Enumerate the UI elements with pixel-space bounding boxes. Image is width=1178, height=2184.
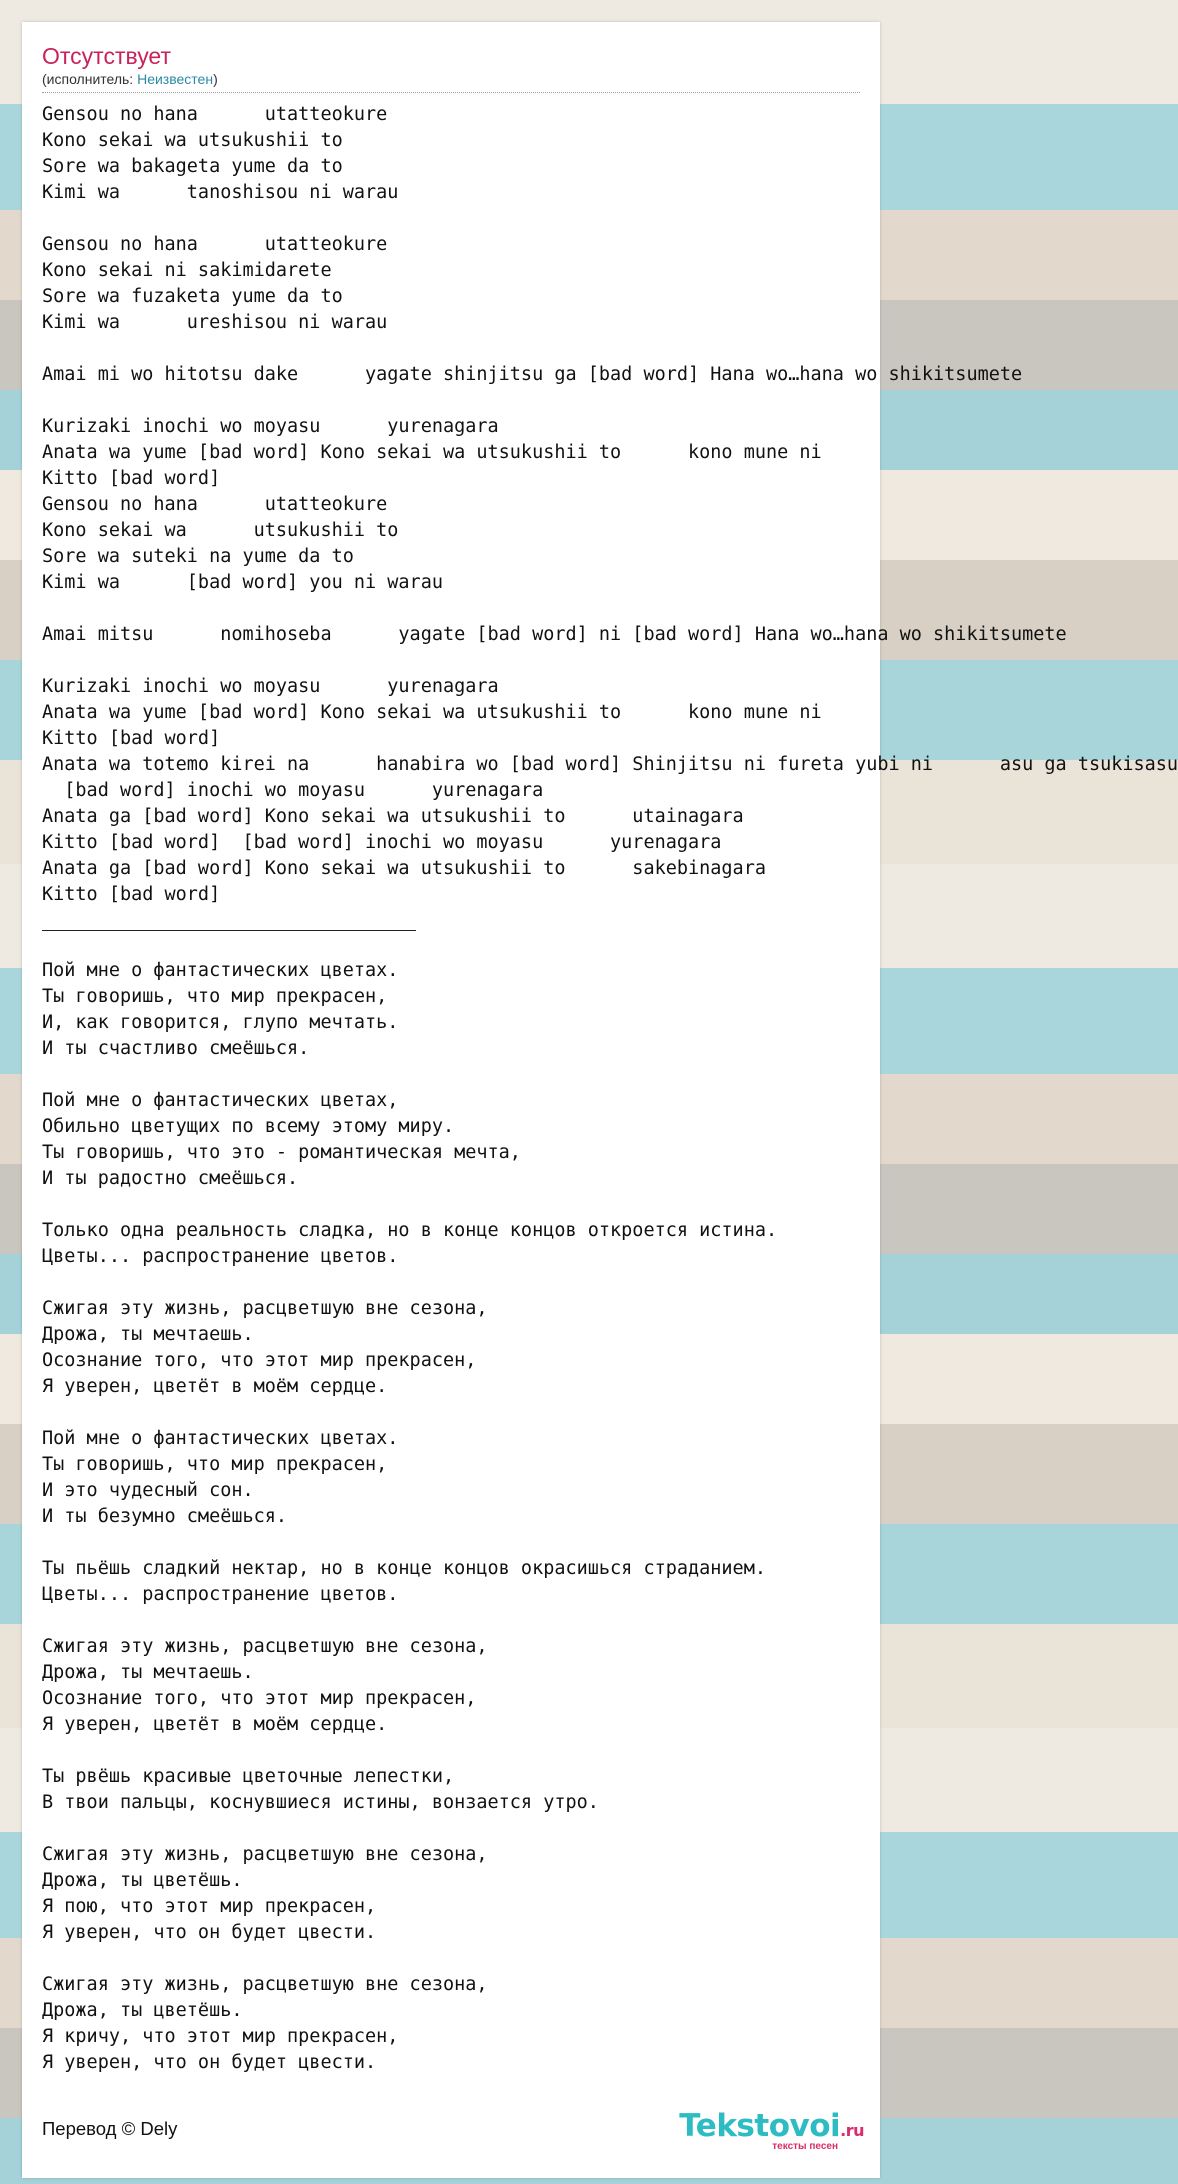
logo-tld: .ru (840, 2121, 864, 2140)
performer-suffix: ) (213, 71, 218, 87)
site-logo[interactable] (670, 2108, 880, 2154)
logo-name: Tekstovoi (679, 2108, 841, 2144)
lyrics-page (22, 22, 1178, 2178)
song-header (42, 42, 860, 93)
performer-link[interactable]: Неизвестен (137, 71, 214, 87)
logo-tagline: тексты песен (772, 2141, 838, 2152)
translation-credit: Перевод © Dely (42, 2118, 178, 2139)
song-title: Отсутствует (42, 43, 171, 69)
performer-line (42, 70, 860, 93)
lyrics-separator (42, 930, 416, 931)
translation-lyrics: Пой мне о фантастических цветах. Ты говоришь, что мир прекрасен, И, как говорится, глупо мечтать. И ты счастливо смеёшься. Пой мне о фантастических цветах, Обильно цветущих по всему этому миру. Ты говоришь, что это - романтическая мечта, И ты радостно смеёшься. Только одна реальность сладка, но в конце концов откроется истина. Цветы... распространение цветов. Сжигая эту жизнь, расцветшую вне сезона, Дрожа, ты мечтаешь. Осознание того, что этот мир прекрасен, Я уверен, цветёт в моём сердце. Пой мне о фантастических цветах. Ты говоришь, что мир прекрасен, И это чудесный сон. И ты безумно смеёшься. Ты пьёшь сладкий нектар, но в конце концов окрасишься страданием. Цветы... распространение цветов. Сжигая эту жизнь, расцветшую вне сезона, Дрожа, ты мечтаешь. Осознание того, что этот мир прекрасен, Я уверен, цветёт в моём сердце. Ты рвёшь красивые цветочные лепестки, В твои пальцы, коснувшиеся истины, вонзается утро. Сжигая эту жизнь, расцветшую вне сезона, Дрожа, ты цветёшь. Я пою, что этот мир прекрасен, Я уверен, что он будет цвести. Сжигая эту жизнь, расцветшую вне сезона, Дрожа, ты цветёшь. Я кричу, что этот мир прекрасен, Я уверен, что он будет цвести. (42, 960, 778, 2073)
original-lyrics: Gensou no hana utatteokure Kono sekai wa utsukushii to Sore wa bakageta yume da to Kimi wa tanoshisou ni warau Gensou no hana utatteokure Kono sekai ni sakimidarete Sore wa fuzaketa yume da to Kimi wa ureshisou ni warau Amai mi wo hitotsu dake yagate shinjitsu ga [bad word] Hana wo…hana wo shikitsumete Kurizaki inochi wo moyasu yurenagara Anata wa yume [bad word] Kono sekai wa utsukushii to kono mune ni Kitto [bad word] Gensou no hana utatteokure Kono sekai wa utsukushii to Sore wa suteki na yume da to Kimi wa [bad word] you ni warau Amai mitsu nomihoseba yagate [bad word] ni [bad word] Hana wo…hana wo shikitsumete Kurizaki inochi wo moyasu yurenagara Anata wa yume [bad word] Kono sekai wa utsukushii to kono mune ni Kitto [bad word] Anata wa totemo kirei na hanabira wo [bad word] Shinjitsu ni fureta yubi ni asu ga tsukisasu [bad word] inochi wo moyasu yurenagara Anata ga [bad word] Kono sekai wa utsukushii to utainagara Kitto [bad word] [bad word] inochi wo moyasu yurenagara Anata ga [bad word] Kono sekai wa utsukushii to sakebinagara Kitto [bad word] (42, 104, 1178, 905)
performer-prefix: (исполнитель: (42, 71, 138, 87)
